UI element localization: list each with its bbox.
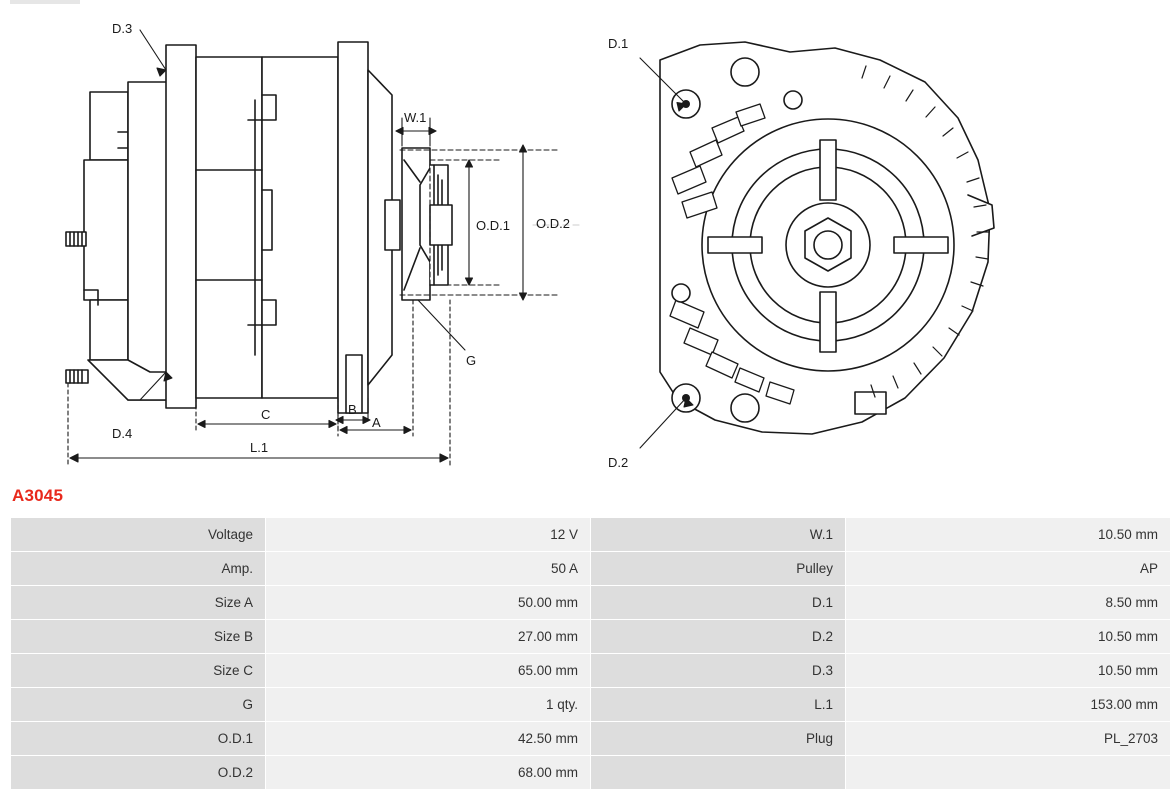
page-title: A3045	[12, 486, 64, 505]
spec-label: Size A	[11, 586, 266, 620]
spec-value: 65.00 mm	[266, 654, 591, 688]
spec-value: 50 A	[266, 552, 591, 586]
table-row	[11, 518, 1171, 552]
spec-value: 27.00 mm	[266, 620, 591, 654]
spec-label: Size C	[11, 654, 266, 688]
spec-value: 8.50 mm	[846, 586, 1171, 620]
table-row	[11, 756, 1171, 790]
table-row	[11, 552, 1171, 586]
spec-value: 10.50 mm	[846, 654, 1171, 688]
spec-label: Voltage	[11, 518, 266, 552]
spec-label: D.1	[591, 586, 846, 620]
spec-label: Pulley	[591, 552, 846, 586]
spec-value: AP	[846, 552, 1171, 586]
label-l1: L.1	[250, 440, 269, 455]
label-d4: D.4	[112, 426, 133, 441]
spec-value: 10.50 mm	[846, 518, 1171, 552]
label-c: C	[261, 407, 271, 422]
label-od2: O.D.2	[536, 216, 570, 231]
spec-label: D.3	[591, 654, 846, 688]
label-a: A	[372, 415, 381, 430]
spec-label: L.1	[591, 688, 846, 722]
table-row	[11, 620, 1171, 654]
spec-label: Amp.	[11, 552, 266, 586]
table-row	[11, 586, 1171, 620]
spec-value: 10.50 mm	[846, 620, 1171, 654]
label-g: G	[466, 353, 477, 368]
table-row	[11, 654, 1171, 688]
spec-value: PL_2703	[846, 722, 1171, 756]
spec-label: O.D.1	[11, 722, 266, 756]
label-d3: D.3	[112, 21, 133, 36]
table-row	[11, 688, 1171, 722]
spec-value: 12 V	[266, 518, 591, 552]
spec-value: 68.00 mm	[266, 756, 591, 790]
spec-label: Size B	[11, 620, 266, 654]
label-od1: O.D.1	[476, 218, 510, 233]
spec-label: W.1	[591, 518, 846, 552]
table-row	[11, 722, 1171, 756]
specifications-table	[10, 517, 1171, 790]
label-w1: W.1	[404, 110, 427, 125]
spec-label: Plug	[591, 722, 846, 756]
spec-value-empty	[846, 756, 1171, 790]
spec-label: D.2	[591, 620, 846, 654]
spec-value: 42.50 mm	[266, 722, 591, 756]
label-d1: D.1	[608, 36, 629, 51]
spec-label-empty	[591, 756, 846, 790]
spec-value: 153.00 mm	[846, 688, 1171, 722]
spec-value: 50.00 mm	[266, 586, 591, 620]
label-b: B	[348, 402, 357, 417]
label-d2: D.2	[608, 455, 629, 470]
spec-label: G	[11, 688, 266, 722]
spec-label: O.D.2	[11, 756, 266, 790]
spec-value: 1 qty.	[266, 688, 591, 722]
